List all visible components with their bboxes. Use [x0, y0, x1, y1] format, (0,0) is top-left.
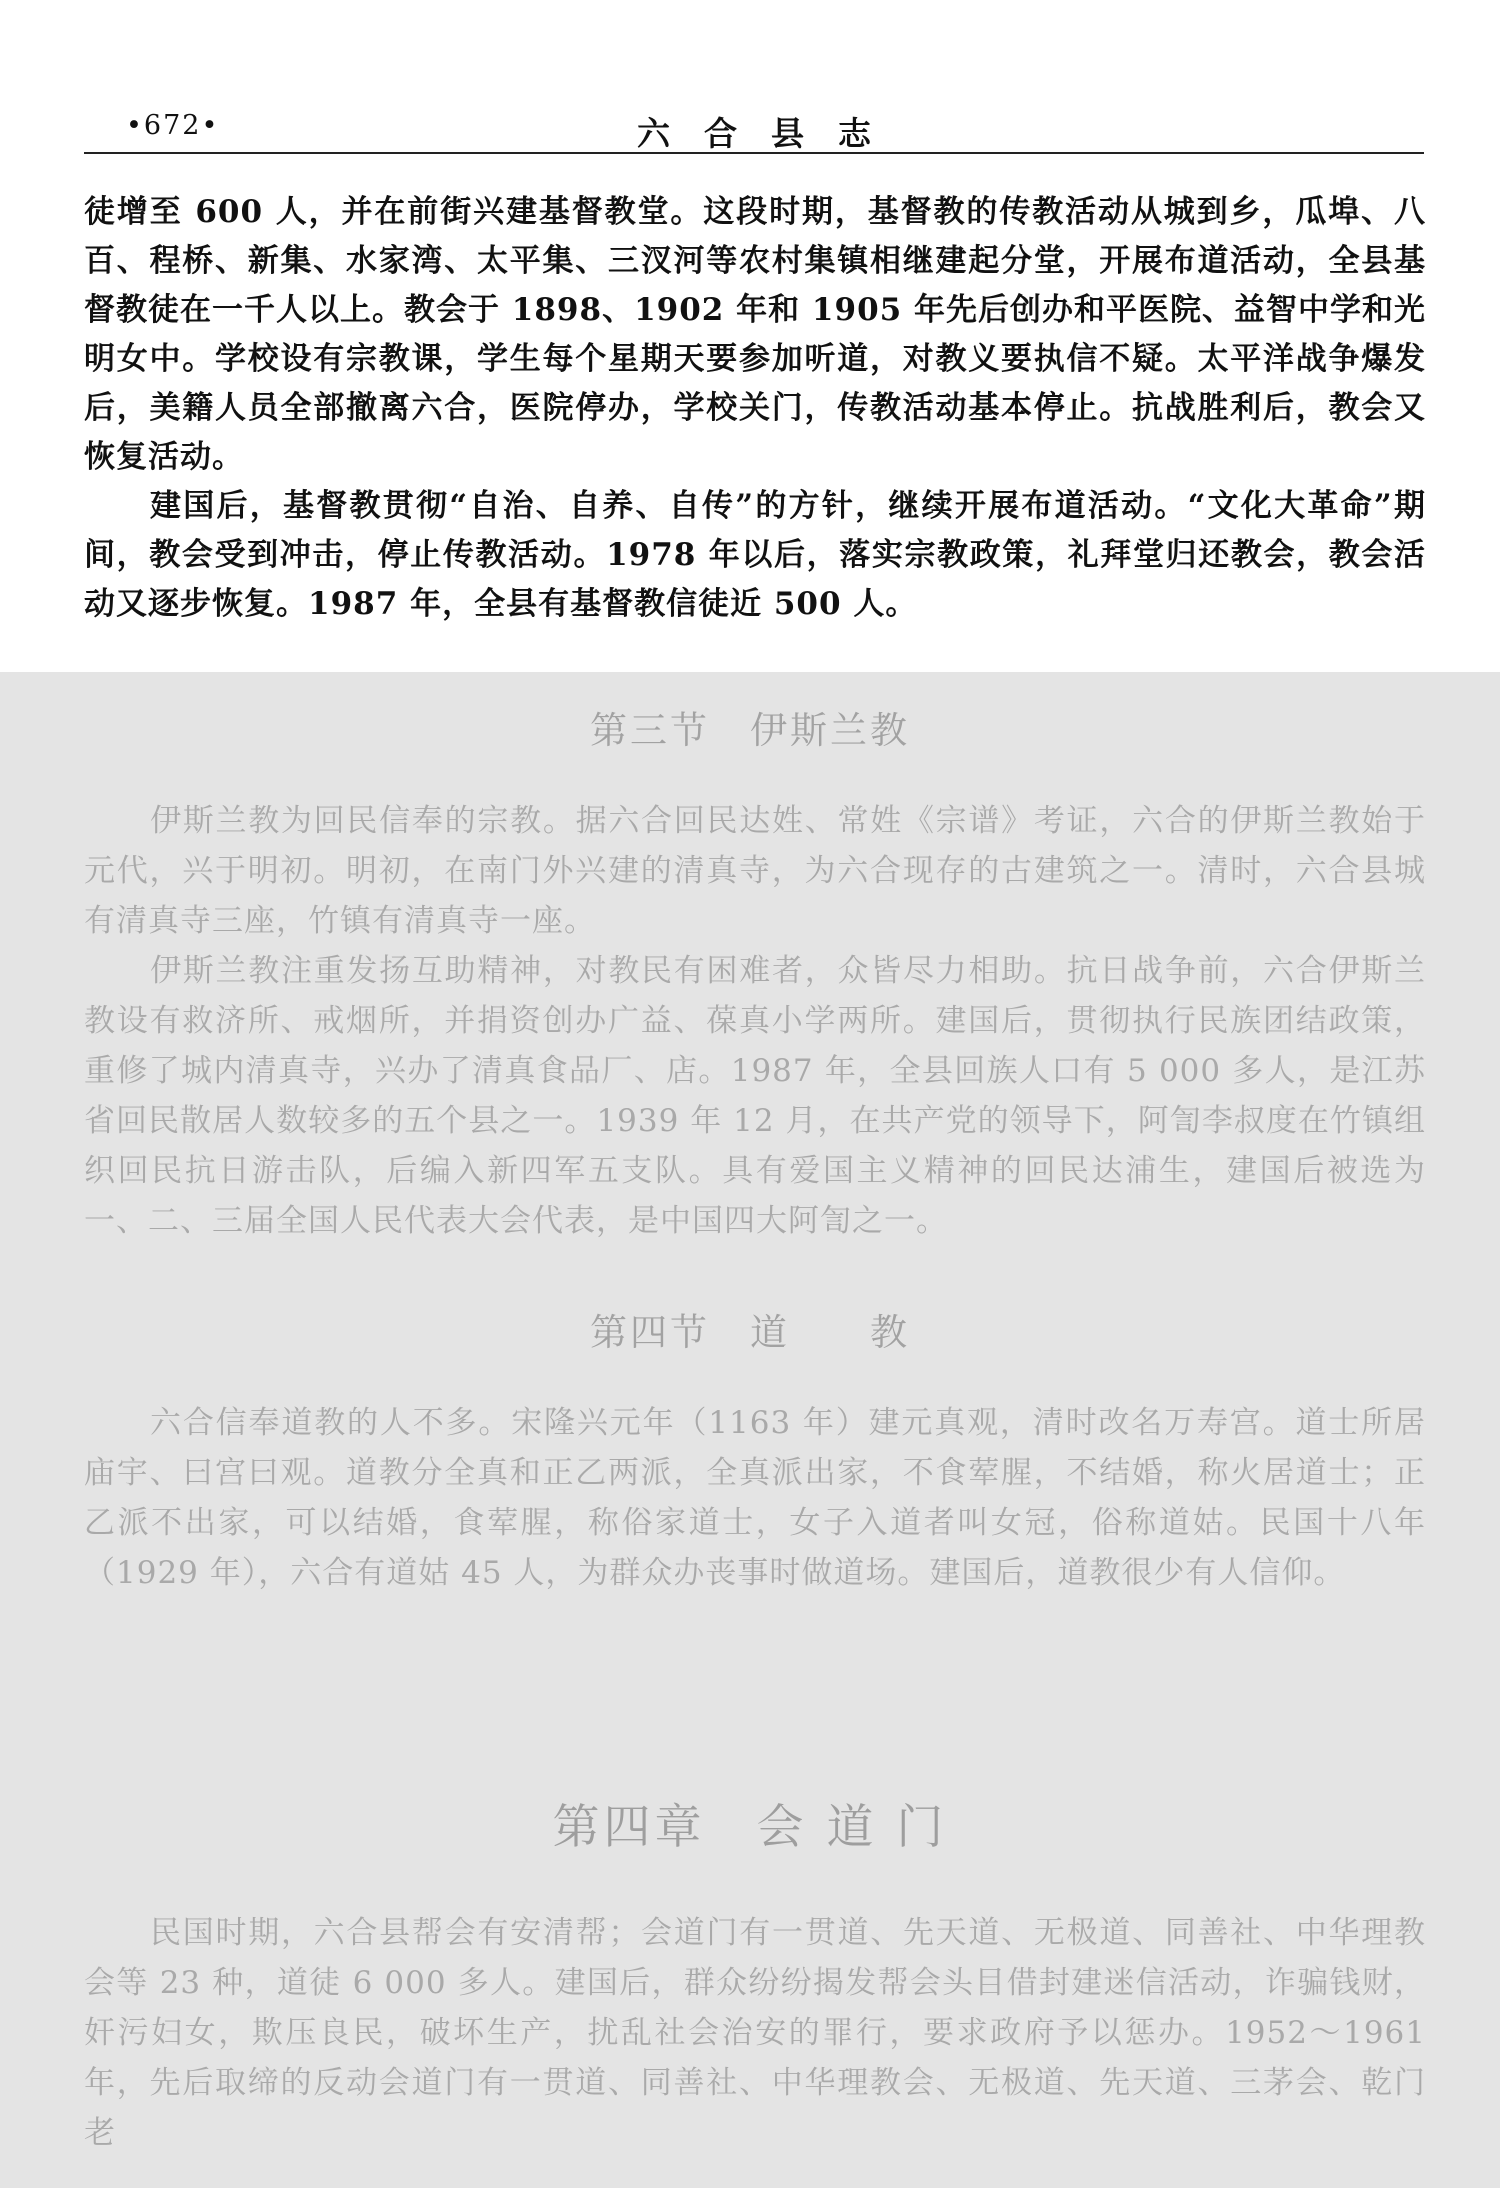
- paragraph: 六合信奉道教的人不多。宋隆兴元年（1163 年）建元真观，清时改名万寿宫。道士所居庙宇、曰宫曰观。道教分全真和正乙两派，全真派出家，不食荤腥，不结婚，称火居道士；正乙派不出家，可以结婚，食荤腥，称俗家道士，女子入道者叫女冠，俗称道姑。民国十八年（1929 年），六合有道姑 45 人，为群众办丧事时做道场。建国后，道教很少有人信仰。: [84, 1405, 1426, 1591]
- faded-lower-region: [0, 672, 1500, 2188]
- paragraph: 伊斯兰教注重发扬互助精神，对教民有困难者，众皆尽力相助。抗日战争前，六合伊斯兰教设有救济所、戒烟所，并捐资创办广益、葆真小学两所。建国后，贯彻执行民族团结政策，重修了城内清真寺，兴办了清真食品厂、店。1987 年，全县回族人口有 5 000 多人，是江苏省回民散居人数较多的五个县之一。1939 年 12 月，在共产党的领导下，阿訇李叔度在竹镇组织回民抗日游击队，后编入新四军五支队。具有爱国主义精神的回民达浦生，建国后被选为一、二、三届全国人民代表大会代表，是中国四大阿訇之一。: [84, 953, 1426, 1239]
- section-heading-taoism: 第四节 道 教: [590, 1311, 910, 1354]
- paragraph: 建国后，基督教贯彻“自治、自养、自传”的方针，继续开展布道活动。“文化大革命”期间，教会受到冲击，停止传教活动。1978 年以后，落实宗教政策，礼拜堂归还教会，教会活动又逐步恢复。1987 年，全县有基督教信徒近 500 人。: [84, 488, 1426, 622]
- section-islam-body: [84, 796, 1426, 1246]
- section-taoism-body: [84, 1398, 1426, 1598]
- paragraph: 民国时期，六合县帮会有安清帮；会道门有一贯道、先天道、无极道、同善社、中华理教会等 23 种，道徒 6 000 多人。建国后，群众纷纷揭发帮会头目借封建迷信活动，诈骗钱财，奸污妇女，欺压良民，破坏生产，扰乱社会治安的罪行，要求政府予以惩办。1952～1961 年，先后取缔的反动会道门有一贯道、同善社、中华理教会、无极道、先天道、三茅会、乾门老: [84, 1915, 1426, 2151]
- section-heading-islam: 第三节 伊斯兰教: [590, 709, 910, 752]
- page-header: [84, 108, 1424, 154]
- page-number: •672•: [126, 110, 220, 141]
- paragraph: 伊斯兰教为回民信奉的宗教。据六合回民达姓、常姓《宗谱》考证，六合的伊斯兰教始于元代，兴于明初。明初，在南门外兴建的清真寺，为六合现存的古建筑之一。清时，六合县城有清真寺三座，竹镇有清真寺一座。: [84, 803, 1426, 939]
- chapter-heading-sects: 第四章 会 道 门: [552, 1800, 948, 1855]
- chapter-sects-body: [84, 1908, 1426, 2158]
- book-title: 六合县志: [637, 114, 905, 153]
- top-section-text: [84, 188, 1426, 629]
- paragraph: 徒增至 600 人，并在前街兴建基督教堂。这段时期，基督教的传教活动从城到乡，瓜埠、八百、程桥、新集、水家湾、太平集、三汊河等农村集镇相继建起分堂，开展布道活动，全县基督教徒在一千人以上。教会于 1898、1902 年和 1905 年先后创办和平医院、益智中学和光明女中。学校设有宗教课，学生每个星期天要参加听道，对教义要执信不疑。太平洋战争爆发后，美籍人员全部撤离六合，医院停办，学校关门，传教活动基本停止。抗战胜利后，教会又恢复活动。: [84, 194, 1427, 475]
